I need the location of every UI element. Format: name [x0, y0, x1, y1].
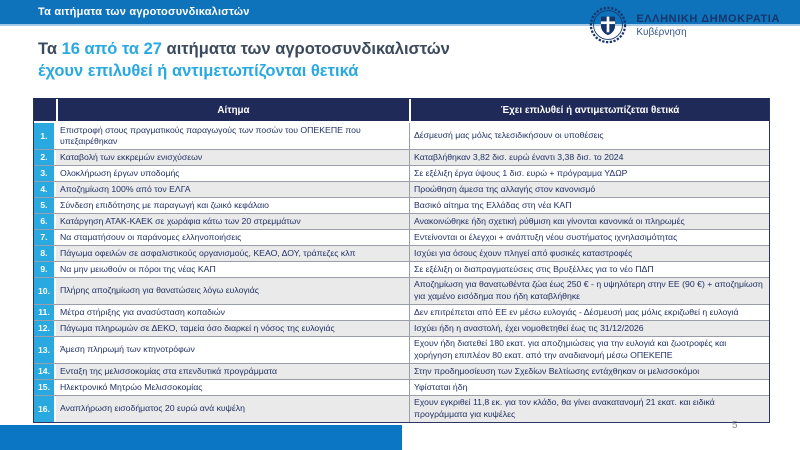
table-row: [34, 181, 769, 197]
table-row: [34, 363, 769, 379]
title-rest: αιτήματα των αγροτοσυνδικαλιστών: [161, 40, 450, 58]
row-number: 10.: [34, 278, 56, 304]
row-number: 12.: [34, 321, 56, 336]
row-item: Καταβολή των εκκρεμών ενισχύσεων: [56, 150, 409, 165]
row-number: 14.: [34, 364, 56, 379]
government-name: ΕΛΛΗΝΙΚΗ ΔΗΜΟΚΡΑΤΙΑ: [636, 12, 780, 25]
slide-title: [38, 38, 770, 83]
table-row: [34, 213, 769, 229]
row-status: Στην προδημοσίευση των Σχεδίων Βελτίωσης εντάχθηκαν οι μελισσοκόμοι: [409, 364, 769, 379]
table-row: [34, 277, 769, 304]
table-row: [34, 165, 769, 181]
title-prefix: Τα: [38, 40, 62, 58]
row-status: Καταβλήθηκαν 3,82 δισ. ευρώ έναντι 3,38 δισ. το 2024: [409, 150, 769, 165]
row-item: Μέτρα στήριξης για ανασύσταση κοπαδιών: [56, 305, 409, 320]
row-status: Εντείνονται οι έλεγχοι + ανάπτυξη νέου συστήματος ιχνηλασιμότητας: [409, 230, 769, 245]
row-number: 13.: [34, 337, 56, 363]
row-number: 4.: [34, 182, 56, 197]
row-item: Να μην μειωθούν οι πόροι της νέας ΚΑΠ: [56, 262, 409, 277]
table-header-status: Έχει επιλυθεί ή αντιμετωπίζεται θετικά: [411, 99, 769, 121]
row-number: 6.: [34, 214, 56, 229]
row-item: Αποζημίωση 100% από τον ΕΛΓΑ: [56, 182, 409, 197]
table-row: [34, 197, 769, 213]
row-status: Βασικό αίτημα της Ελλάδας στη νέα ΚΑΠ: [409, 198, 769, 213]
row-number: 16.: [34, 396, 56, 422]
row-status: Σε εξέλιξη έργα ύψους 1 δισ. ευρώ + πρόγραμμα ΥΔΩΡ: [409, 166, 769, 181]
row-status: Αποζημίωση για θανατωθέντα ζώα έως 250 € - η υψηλότερη στην ΕΕ (90 €) + αποζημίωση για χαμένο εισόδημα που ήδη καταβλήθηκε: [409, 278, 769, 304]
row-status: Προώθηση άμεσα της αλλαγής στον κανονισμό: [409, 182, 769, 197]
row-number: 3.: [34, 166, 56, 181]
government-subtitle: Κυβέρνηση: [636, 26, 687, 38]
slide-title-line1: [38, 38, 770, 60]
row-number: 2.: [34, 150, 56, 165]
row-number: 7.: [34, 230, 56, 245]
row-item: Κατάργηση ΑΤΑΚ-ΚΑΕΚ σε χωράφια κάτω των 20 στρεμμάτων: [56, 214, 409, 229]
row-item: Ενταξη της μελισσοκομίας στα επενδυτικά προγράμματα: [56, 364, 409, 379]
row-number: 5.: [34, 198, 56, 213]
slide-title-line2: έχουν επιλυθεί ή αντιμετωπίζονται θετικά: [38, 62, 359, 81]
row-status: Ανακοινώθηκε ήδη σχετική ρύθμιση και γίνονται κανονικά οι πληρωμές: [409, 214, 769, 229]
row-item: Πάγωμα πληρωμών σε ΔΕΚΟ, ταμεία όσο διαρκεί η νόσος της ευλογιάς: [56, 321, 409, 336]
row-item: Επιστροφή στους πραγματικούς παραγωγούς των ποσών του ΟΠΕΚΕΠΕ που υπεξαιρέθηκαν: [56, 123, 409, 149]
table-row: [34, 304, 769, 320]
row-item: Άμεση πληρωμή των κτηνοτρόφων: [56, 337, 409, 363]
table-row: [34, 149, 769, 165]
row-number: 11.: [34, 305, 56, 320]
row-status: Δέσμευσή μας μόλις τελεσιδικήσουν οι υποθέσεις: [409, 123, 769, 149]
row-number: 8.: [34, 246, 56, 261]
row-status: Εχουν εγκριθεί 11,8 εκ. για τον κλάδο, θα γίνει ανακατανομή 21 εκατ. και ειδικά προγράμματα για κυψέλες: [409, 396, 769, 422]
row-status: Υφίσταται ήδη: [409, 380, 769, 395]
table-row: [34, 123, 769, 149]
row-status: Δεν επιτρέπεται από ΕΕ εν μέσω ευλογιάς - Δέσμευσή μας μόλις εκριζωθεί η ευλογιά: [409, 305, 769, 320]
row-item: Σύνδεση επιδότησης με παραγωγή και ζωικό κεφάλαιο: [56, 198, 409, 213]
row-status: Σε εξέλιξη οι διαπραγματεύσεις στις Βρυξέλλες για το νέο ΠΔΠ: [409, 262, 769, 277]
row-item: Αναπλήρωση εισοδήματος 20 ευρώ ανά κυψέλη: [56, 396, 409, 422]
table-row: [34, 336, 769, 363]
table-row: [34, 320, 769, 336]
table-body: [34, 121, 769, 423]
row-item: Πάγωμα οφειλών σε ασφαλιστικούς οργανισμούς, ΚΕΑΟ, ΔΟΥ, τράπεζες κλπ: [56, 246, 409, 261]
banner-title: Τα αιτήματα των αγροτοσυνδικαλιστών: [38, 6, 250, 18]
footer-accent-bar: [0, 425, 402, 450]
table-row: [34, 395, 769, 422]
row-number: 9.: [34, 262, 56, 277]
row-status: Εχουν ήδη διατεθεί 180 εκατ. για αποζημιώσεις για την ευλογιά και ζωοτροφές και χορήγηση επιπλέον 80 εκατ. από την αναδιανομή μέσω ΟΠΕΚΕΠΕ: [409, 337, 769, 363]
table-row: [34, 379, 769, 395]
table-row: [34, 261, 769, 277]
row-item: Ολοκλήρωση έργων υποδομής: [56, 166, 409, 181]
government-text: [636, 13, 780, 38]
table-row: [34, 245, 769, 261]
demands-table: [33, 98, 770, 423]
row-status: Ισχύει ήδη η αναστολή, έχει νομοθετηθεί έως τις 31/12/2026: [409, 321, 769, 336]
table-header-number-col: [34, 99, 56, 121]
page-number: 5: [732, 420, 738, 431]
row-item: Να σταματήσουν οι παράνομες ελληνοποιήσεις: [56, 230, 409, 245]
row-status: Ισχύει για όσους έχουν πληγεί από φυσικές καταστροφές: [409, 246, 769, 261]
row-item: Πλήρης αποζημίωση για θανατώσεις λόγω ευλογιάς: [56, 278, 409, 304]
row-number: 15.: [34, 380, 56, 395]
table-header-row: [34, 98, 769, 121]
row-number: 1.: [34, 123, 56, 149]
table-row: [34, 229, 769, 245]
title-highlight: 16 από τα 27: [61, 40, 162, 58]
row-item: Ηλεκτρονικό Μητρώο Μελισσοκομίας: [56, 380, 409, 395]
table-header-item: Αίτημα: [58, 99, 409, 121]
